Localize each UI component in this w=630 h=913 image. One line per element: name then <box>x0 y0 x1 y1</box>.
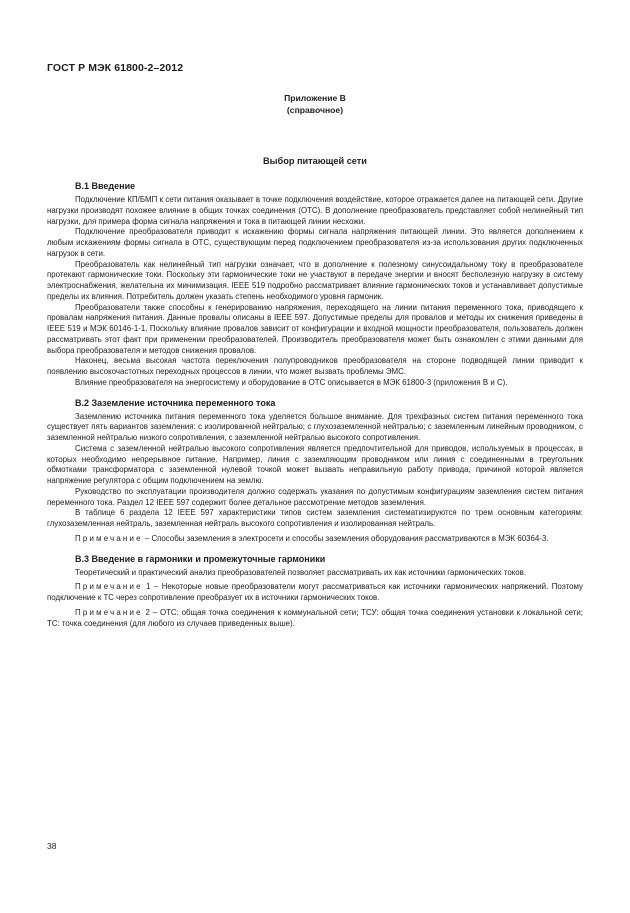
note-text: 2 – ОТС: общая точка соединения к коммунальной сети; ТСУ: общая точка соединения установки к локальной сети; ТС: точка соединения (для любого из случаев приведенных выше). <box>47 607 583 628</box>
document-body <box>47 155 583 637</box>
paragraph: Система с заземленной нейтралью высокого сопротивления является предпочтительной для приводов, используемых в процессах, в которых необходимо непрерывное питание. Например, линия с заземляющим проводником или линия с соединенными в треугольник обмотками трансформатора с заземленной нулевой точкой может вызвать неправильную работу привода, причиной которой является напряжение регулятора с общим подключением на землю. <box>47 443 583 485</box>
paragraph: Преобразователь как нелинейный тип нагрузки означает, что в дополнение к полезному синусоидальному току в преобразователе протекают гармонические токи. Поскольку эти гармонические токи не участвуют в передаче энергии и вносят бесполезную нагрузку в систему электроснабжения, желательна их минимизация. IEEE 519 подробно рассматривает влияние гармонических токов и устанавливает допустимые пределы их влияния. Потребитель должен указать степень необходимого уровня гармоник. <box>47 259 583 301</box>
section-b1 <box>47 180 583 389</box>
appendix-subtitle: (справочное) <box>286 104 344 115</box>
paragraph: Влияние преобразователя на энергосистему и оборудование в ОТС описывается в МЭК 61800-3 (приложения В и С). <box>75 377 508 387</box>
paragraph: В таблице 6 раздела 12 IEEE 597 характеристики типов систем заземления систематизируются по трем основным категориям: глухозаземленная нейтраль, заземленная нейтраль высокого сопротивления и изолированная нейтраль. <box>47 508 583 528</box>
note-label: Примечание <box>75 533 143 543</box>
note <box>47 608 583 630</box>
section-heading: В.3 Введение в гармоники и промежуточные гармоники <box>75 553 326 564</box>
note-label: Примечание <box>75 582 143 592</box>
appendix-block <box>0 93 630 116</box>
paragraph: Подключение КП/БМП к сети питания оказывает в точке подключения воздействие, которое отражается далее на питающей сети. Другие нагрузки производят похожее влияние в общих точках соединения (ОТС). В дополнение преобразователь представляет собой нелинейный тип нагрузки, для примера форма сигнала напряжения и тока в питающей линии несхожи. <box>47 195 583 226</box>
paragraph: Заземлению источника питания переменного тока уделяется большое внимание. Для трехфазных систем питания переменного тока существует пять вариантов заземления: с изолированной нейтралью; с глухозаземленной нейтралью; с заземленным линейным проводником, с заземленной нейтралью низкого сопротивления, с заземленной нейтралью высокого сопротивления. <box>47 411 583 442</box>
note-text: – Способы заземления в электросети и способы заземления оборудования рассматриваются в МЭК 60364-3. <box>142 533 549 543</box>
paragraph: Руководство по эксплуатации производителя должно содержать указания по допустимым конфигурациям заземления систем питания переменного тока. Раздел 12 IEEE 597 содержит более детальное рассмотрение методов заземления. <box>47 486 583 507</box>
section-b2 <box>47 397 583 545</box>
section-b3 <box>47 553 583 630</box>
note <box>47 534 583 545</box>
page-title: Выбор питающей сети <box>263 156 367 166</box>
appendix-title: Приложение В <box>284 93 346 103</box>
paragraph: Наконец, весьма высокая частота переключения полупроводников преобразователя на стороне подводящей линии приводит к появлению высокочастотных переходных процессов в линии, что может вызвать проблемы ЭМС. <box>47 356 583 376</box>
paragraph: Преобразователи также способны к генерированию напряжения, переходящего на линии питания переменного тока, приводящего к провалам напряжения питания. Данные провалы описаны в IEEE 597. Допустимые пределы для провалов и методы их снижения приведены в IEEE 519 и МЭК 60146-1-1. Поскольку влияние провалов зависит от конфигурации и входной мощности преобразователя, пользователь должен рассматривать этот факт при применении преобразователей. Производитель преобразователя может быть ознакомлен с этими данными для выбора преобразователя и методов снижения провалов. <box>47 302 583 355</box>
note <box>47 582 583 604</box>
document-header: ГОСТ Р МЭК 61800-2–2012 <box>47 62 184 74</box>
note-label: Примечание <box>75 607 143 617</box>
paragraph: Теоретический и практический анализ преобразователей позволяет рассматривать их как источники гармонических токов. <box>75 567 527 577</box>
paragraph: Подключение преобразователя приводит к искажению формы сигнала напряжения питающей линии. Это является дополнением к любым искажениям формы сигнала в ОТС, существующим перед подключением преобразователя из-за использования других подключенных нагрузок в сети. <box>47 227 583 258</box>
page-number: 38 <box>47 841 57 851</box>
section-heading: В.2 Заземление источника переменного тока <box>75 397 276 408</box>
note-text: 1 – Некоторые новые преобразователи могут рассматриваться как источники гармонических напряжений. Поэтому подключение к ТС через сопротивление преобразует их в источники гармонических токов. <box>47 582 583 602</box>
section-heading: В.1 Введение <box>75 181 136 191</box>
